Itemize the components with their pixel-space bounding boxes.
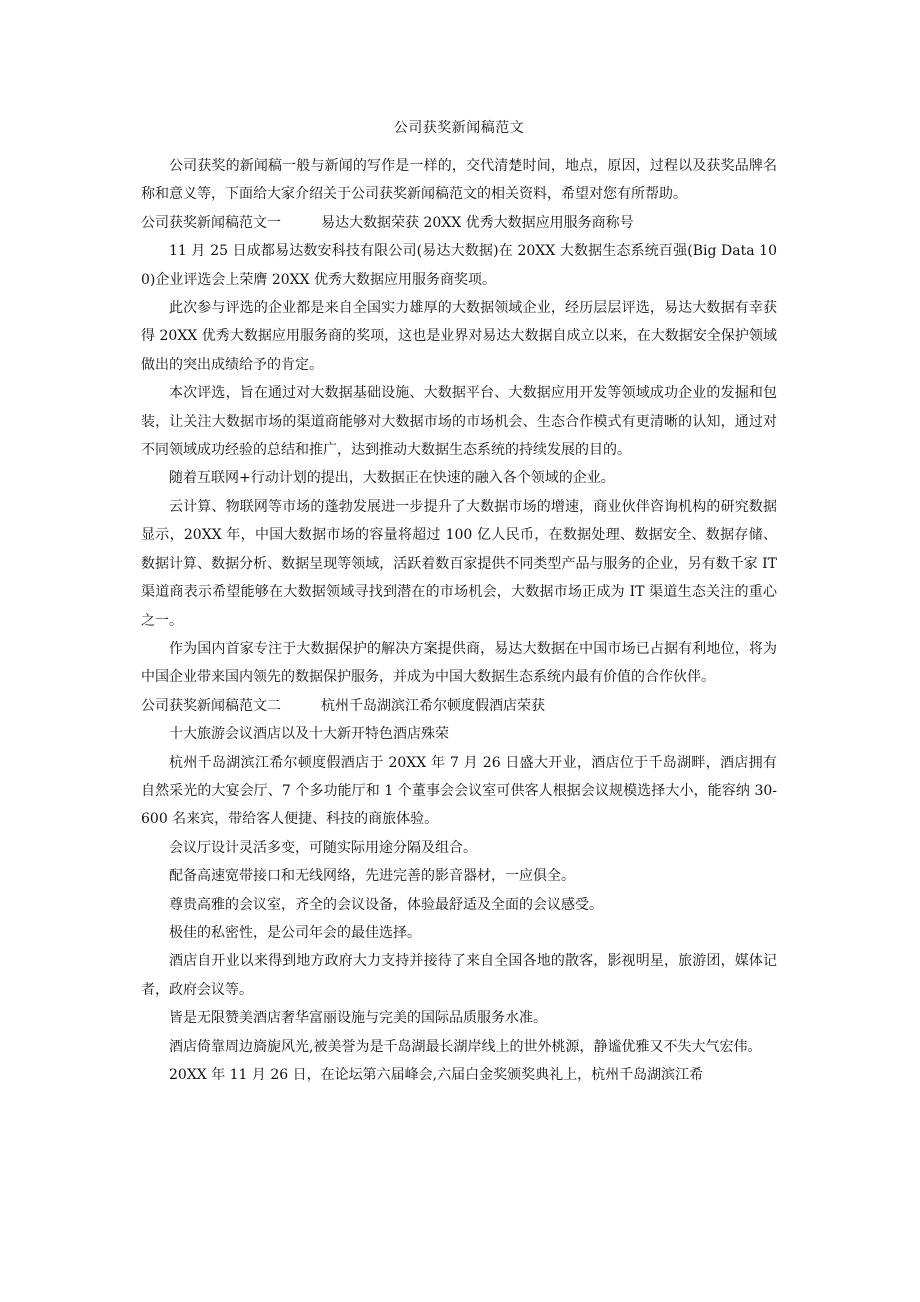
section2-paragraph: 极佳的私密性，是公司年会的最佳选择。 (169, 924, 421, 941)
section1-label: 公司获奖新闻稿范文一 (141, 214, 281, 231)
intro-paragraph: 公司获奖的新闻稿一般与新闻的写作是一样的，交代清楚时间，地点，原因，过程以及获奖品牌名称和意义等，下面给大家介绍关于公司获奖新闻稿范文的相关资料，希望对您有所帮助。 (141, 158, 777, 203)
section1-headline: 易达大数据荣获 20XX 优秀大数据应用服务商称号 (321, 214, 634, 231)
section2-paragraph: 配备高速宽带接口和无线网络，先进完善的影音器材，一应俱全。 (169, 868, 575, 885)
section1-paragraph: 作为国内首家专注于大数据保护的解决方案提供商，易达大数据在中国市场已占据有利地位，将为中国企业带来国内领先的数据保护服务，并成为中国大数据生态系统内最有价值的合作伙伴。 (141, 640, 777, 686)
section2-label: 公司获奖新闻稿范文二 (141, 697, 281, 714)
section2-paragraph: 酒店自开业以来得到地方政府大力支持并接待了来自全国各地的散客，影视明星，旅游团，媒体记者，政府会议等。 (141, 953, 777, 998)
section2-paragraph: 酒店倚靠周边旖旎风光,被美誉为是千岛湖最长湖岸线上的世外桃源，静谧优雅又不失大气宏伟。 (169, 1038, 762, 1055)
document-title: 公司获奖新闻稿范文 (393, 120, 525, 136)
section2-paragraph: 20XX 年 11 月 26 日，在论坛第六届峰会,六届白金奖颁奖典礼上，杭州千岛湖滨江希 (169, 1067, 704, 1083)
section1-paragraph: 11 月 25 日成都易达数安科技有限公司(易达大数据)在 20XX 大数据生态系统百强(Big Data 100)企业评选会上荣膺 20XX 优秀大数据应用服务商奖项。 (141, 243, 777, 288)
section2-subheadline: 十大旅游会议酒店以及十大新开特色酒店殊荣 (169, 726, 449, 743)
section2-paragraph: 皆是无限赞美酒店奢华富丽设施与完美的国际品质服务水准。 (169, 1010, 547, 1027)
section2-paragraph: 尊贵高雅的会议室，齐全的会议设备，体验最舒适及全面的会议感受。 (169, 896, 603, 913)
section1-paragraph: 此次参与评选的企业都是来自全国实力雄厚的大数据领域企业，经历层层评选，易达大数据有幸获得 20XX 优秀大数据应用服务商的奖项，这也是业界对易达大数据自成立以来，在大数据安全保护领域做出的突出成绩给予的肯定。 (141, 300, 777, 373)
section1-paragraph: 本次评选，旨在通过对大数据基础设施、大数据平台、大数据应用开发等领域成功企业的发掘和包装，让关注大数据市场的渠道商能够对大数据市场的市场机会、生态合作模式有更清晰的认知，通过对不同领域成功经验的总结和推广，达到推动大数据生态系统的持续发展的目的。 (141, 385, 777, 459)
section2-paragraph: 会议厅设计灵活多变，可随实际用途分隔及组合。 (169, 839, 477, 856)
section1-heading (141, 209, 777, 237)
section1-paragraph: 云计算、物联网等市场的蓬勃发展进一步提升了大数据市场的增速，商业伙伴咨询机构的研究数据显示，20XX 年，中国大数据市场的容量将超过 100 亿人民币，在数据处理、数据安全、数据存储、数据计算、数据分析、数据呈现等领域，活跃着数百家提供不同类型产品与服务的企业，另有数千家 IT 渠道商表示希望能够在大数据领域寻找到潜在的市场机会，大数据市场正成为 IT 渠道生态关注的重心之一。 (141, 498, 777, 629)
section2-heading (141, 692, 777, 720)
section2-headline: 杭州千岛湖滨江希尔顿度假酒店荣获 (321, 697, 545, 714)
document-page (141, 114, 777, 1089)
section2-paragraph: 杭州千岛湖滨江希尔顿度假酒店于 20XX 年 7 月 26 日盛大开业，酒店位于千岛湖畔，酒店拥有自然采光的大宴会厅、7 个多功能厅和 1 个董事会会议室可供客人根据会议规模选择大小，能容纳 30-600 名来宾，带给客人便捷、科技的商旅体验。 (141, 754, 777, 828)
section1-paragraph: 随着互联网+行动计划的提出，大数据正在快速的融入各个领域的企业。 (169, 470, 615, 487)
